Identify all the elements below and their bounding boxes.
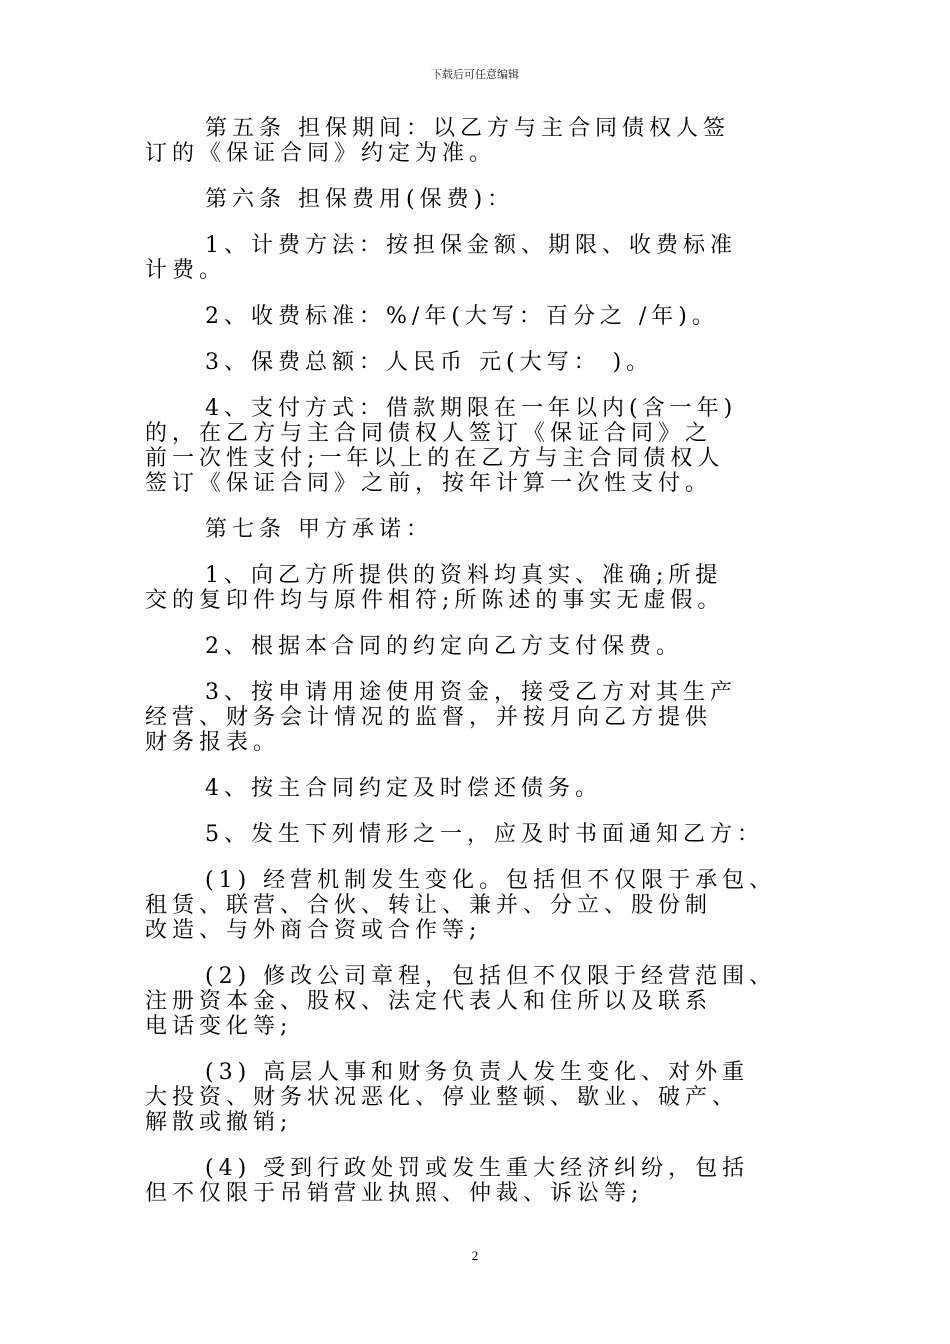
paragraph <box>145 868 815 943</box>
paragraph-line: 的，在乙方与主合同债权人签订《保证合同》之 <box>145 421 713 446</box>
paragraph <box>145 517 815 542</box>
document-body <box>145 116 815 1227</box>
paragraph-line: 前一次性支付;一年以上的在乙方与主合同债权人 <box>145 446 725 471</box>
paragraph-line: 4、支付方式：借款期限在一年以内(含一年) <box>205 396 738 421</box>
paragraph <box>145 233 815 283</box>
paragraph-line: 第六条 担保费用(保费)： <box>205 187 515 212</box>
paragraph-line: 1、计费方法：按担保金额、期限、收费标准 <box>205 233 737 258</box>
paragraph-line: (4) 受到行政处罚或发生重大经济纠纷，包括 <box>205 1156 750 1181</box>
paragraph-line: 电话变化等; <box>145 1014 293 1039</box>
paragraph <box>145 563 815 613</box>
paragraph-line: 租赁、联营、合伙、转让、兼并、分立、股份制 <box>145 893 713 918</box>
paragraph-line: 1、向乙方所提供的资料均真实、准确;所提 <box>205 563 723 588</box>
paragraph-line: 3、按申请用途使用资金，接受乙方对其生产 <box>205 680 737 705</box>
paragraph-line: 签订《保证合同》之前，按年计算一次性支付。 <box>145 471 713 496</box>
paragraph-line: 注册资本金、股权、法定代表人和住所以及联系 <box>145 989 713 1014</box>
paragraph <box>145 396 815 496</box>
paragraph <box>145 187 815 212</box>
paragraph-line: 5、发生下列情形之一，应及时书面通知乙方： <box>205 822 764 847</box>
paragraph-line: 改造、与外商合资或合作等; <box>145 918 482 943</box>
paragraph <box>145 1156 815 1206</box>
paragraph <box>145 634 815 659</box>
page-number: 2 <box>471 1248 479 1263</box>
paragraph-line: 4、按主合同约定及时偿还债务。 <box>205 776 602 801</box>
page-header: 下载后可任意编辑 <box>431 68 519 81</box>
paragraph-line: 交的复印件均与原件相符;所陈述的事实无虚假。 <box>145 588 725 613</box>
paragraph <box>145 350 815 375</box>
paragraph <box>145 304 815 329</box>
paragraph-line: 计费。 <box>145 258 227 283</box>
paragraph-line: 第七条 甲方承诺： <box>205 517 433 542</box>
paragraph-line: 2、收费标准：%/年(大写：百分之 /年)。 <box>205 304 719 329</box>
paragraph-line: 2、根据本合同的约定向乙方支付保费。 <box>205 634 683 659</box>
paragraph <box>145 776 815 801</box>
paragraph <box>145 964 815 1039</box>
paragraph-line: (2) 修改公司章程，包括但不仅限于经营范围、 <box>205 964 777 989</box>
paragraph-line: 经营、财务会计情况的监督，并按月向乙方提供 <box>145 705 713 730</box>
paragraph-line: 财务报表。 <box>145 730 281 755</box>
paragraph-line: (3) 高层人事和财务负责人发生变化、对外重 <box>205 1060 750 1085</box>
paragraph-line: 大投资、财务状况恶化、停业整顿、歇业、破产、 <box>145 1085 740 1110</box>
paragraph-line: 解散或撤销; <box>145 1110 293 1135</box>
paragraph <box>145 680 815 755</box>
paragraph <box>145 116 815 166</box>
paragraph-line: 3、保费总额：人民币 元(大写： )。 <box>205 350 654 375</box>
paragraph <box>145 1060 815 1135</box>
paragraph-line: (1) 经营机制发生变化。包括但不仅限于承包、 <box>205 868 777 893</box>
paragraph-line: 订的《保证合同》约定为准。 <box>145 141 497 166</box>
paragraph <box>145 822 815 847</box>
paragraph-line: 第五条 担保期间：以乙方与主合同债权人签 <box>205 116 730 141</box>
paragraph-line: 但不仅限于吊销营业执照、仲裁、诉讼等; <box>145 1181 644 1206</box>
